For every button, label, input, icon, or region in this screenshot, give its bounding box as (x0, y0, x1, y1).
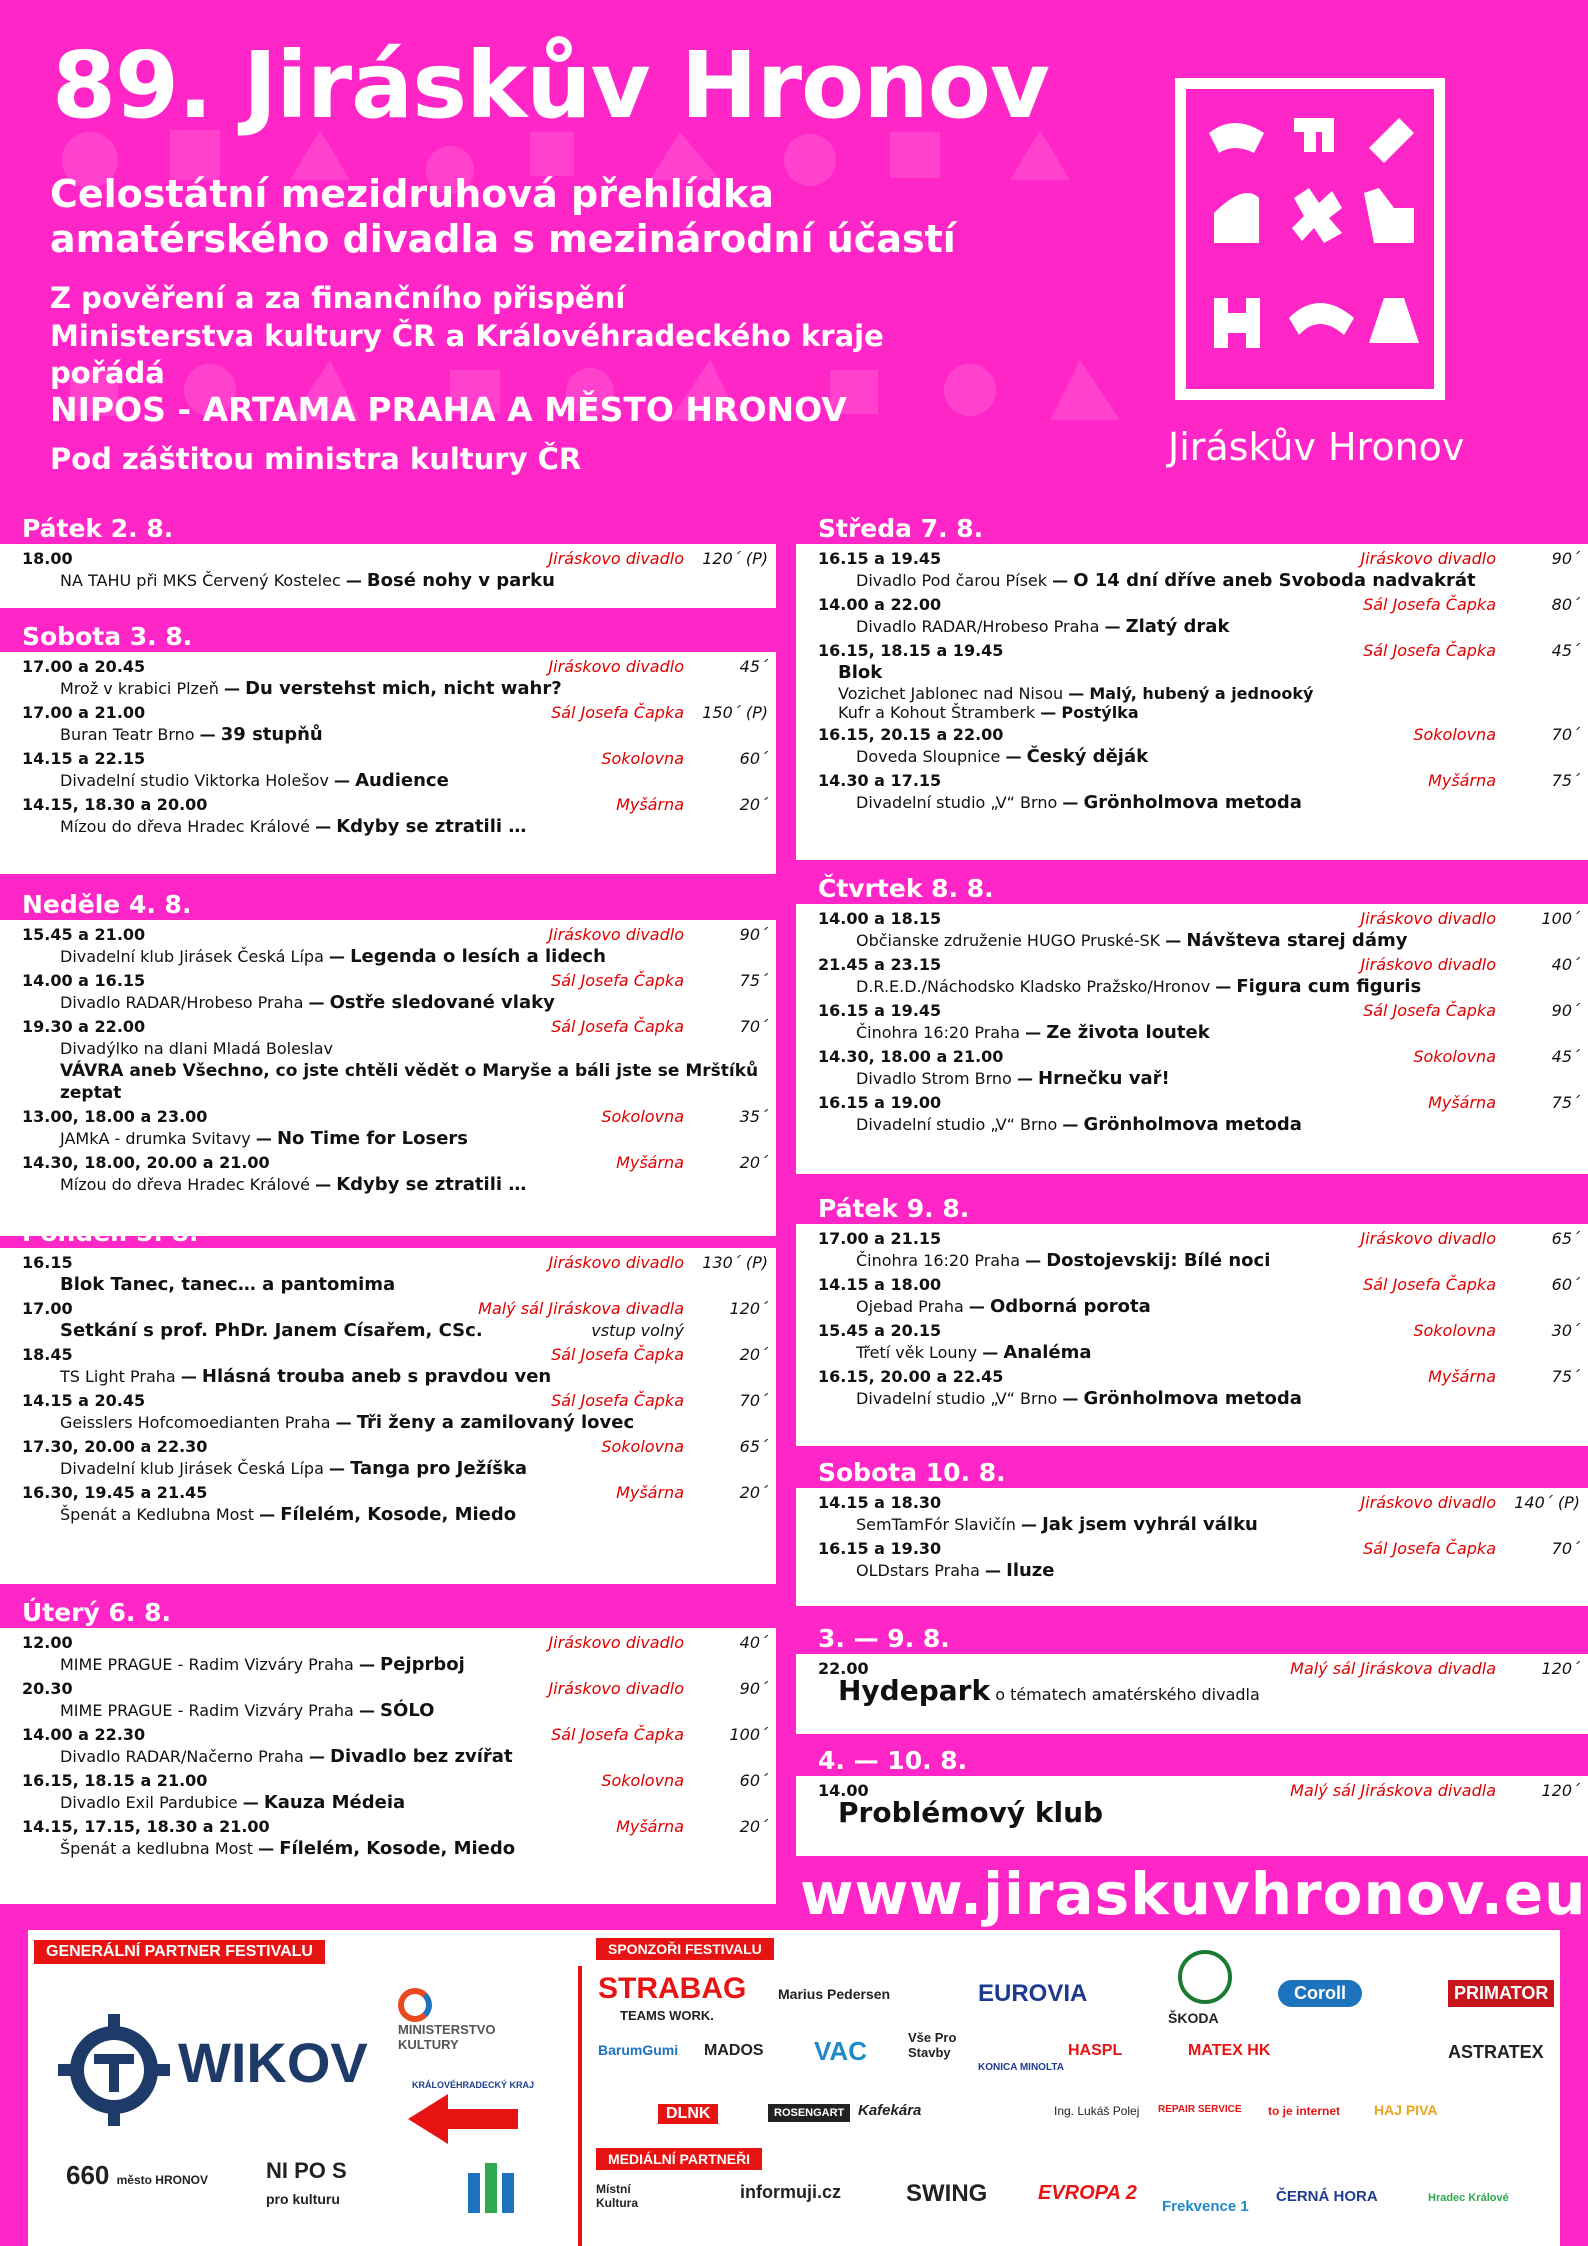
kafekara-logo: Kafekára (858, 2102, 922, 2119)
event: 16.15, 18.15 a 21.00 Sokolovna 60´ Divadlo Exil Pardubice — Kauza Médeia (22, 1771, 768, 1813)
barumgumi-logo: BarumGumi (598, 2042, 679, 2058)
evropa2-logo: EVROPA 2 (1038, 2182, 1137, 2204)
haspl-logo: HASPL (1068, 2042, 1123, 2059)
strabag-logo: STRABAG (598, 1972, 747, 2005)
day-sunday-4: Neděle 4. 8. 15.45 a 21.00 Jiráskovo divadlo 90´ Divadelní klub Jirásek Česká Lípa — Legenda o lesích a lidech 14.00 a 16.15 Sál Josefa Čapka 75´ Divadlo RADAR/Hrobeso Praha — Ostře sledované vlaky 19.30 a 22.00 Sál Josefa Čapka 70´ Divadýlko na dlani Mladá Boleslav VÁVRA aneb Všechno, co jste chtěli vědět o Maryše a báli jste se Mrštíků zeptat 13.00, 18.00 a 23.00 Sokolovna 35´ JAMkA - drumka Svitavy — No Time for Losers 14.30, 18.00, 20.00 a 21.00 Myšárna 20´ Mízou do dřeva Hradec Králové — Kdyby se ztratili … (0, 890, 776, 1236)
event: 18.45 Sál Josefa Čapka 20´ TS Light Praha — Hlásná trouba aneb s pravdou ven (22, 1345, 768, 1387)
event: 16.15 a 19.45 Jiráskovo divadlo 90´ Divadlo Pod čarou Písek — O 14 dní dříve aneb Svoboda nadvakrát (818, 549, 1580, 591)
event: 14.00 a 16.15 Sál Josefa Čapka 75´ Divadlo RADAR/Hrobeso Praha — Ostře sledované vlaky (22, 971, 768, 1013)
media-heading: MEDIÁLNÍ PARTNEŘI (596, 2148, 762, 2170)
repair-logo: REPAIR SERVICE (1158, 2104, 1242, 2115)
organizer: NIPOS - ARTAMA PRAHA A MĚSTO HRONOV (50, 390, 847, 429)
nipos-logo: NI PO S pro kulturu (266, 2158, 347, 2207)
kraj-arrow-icon (408, 2094, 518, 2144)
event: 19.30 a 22.00 Sál Josefa Čapka 70´ Divadýlko na dlani Mladá Boleslav VÁVRA aneb Všechno, co jste chtěli vědět o Maryše a báli jste se Mrštíků zeptat (22, 1017, 768, 1103)
event: 14.15, 18.30 a 20.00 Myšárna 20´ Mízou do dřeva Hradec Králové — Kdyby se ztratili … (22, 795, 768, 837)
event: 18.00 Jiráskovo divadlo 120´ (P) NA TAHU při MKS Červený Kostelec — Bosé nohy v parku (22, 549, 768, 591)
event: 14.30, 18.00, 20.00 a 21.00 Myšárna 20´ Mízou do dřeva Hradec Králové — Kdyby se ztratili … (22, 1153, 768, 1195)
event: 13.00, 18.00 a 23.00 Sokolovna 35´ JAMkA - drumka Svitavy — No Time for Losers (22, 1107, 768, 1149)
event: 14.15 a 18.30 Jiráskovo divadlo 140´ (P) SemTamFór Slavičín — Jak jsem vyhrál válku (818, 1493, 1580, 1535)
event: 16.15 a 19.45 Sál Josefa Čapka 90´ Činohra 16:20 Praha — Ze života loutek (818, 1001, 1580, 1043)
ministry-circle-icon (398, 1988, 432, 2022)
hero-header (0, 0, 1588, 500)
mados-logo: MADOS (704, 2042, 764, 2059)
event: 21.45 a 23.15 Jiráskovo divadlo 40´ D.R.E.D./Náchodsko Kladsko Pražsko/Hronov — Figura cum figuris (818, 955, 1580, 997)
cerna-hora-logo: ČERNÁ HORA (1276, 2188, 1378, 2205)
kraj-logo: KRÁLOVÉHRADECKÝ KRAJ (412, 2080, 535, 2090)
event: 20.30 Jiráskovo divadlo 90´ MIME PRAGUE - Radim Vizváry Praha — SÓLO (22, 1679, 768, 1721)
event: 14.00 a 18.15 Jiráskovo divadlo 100´ Občianske združenie HUGO Pruské-SK — Návšteva starej dámy (818, 909, 1580, 951)
festival-title: 89. Jiráskův Hronov (52, 32, 1049, 139)
haj-piva-logo: HAJ PIVA (1374, 2102, 1438, 2118)
event: 14.00 a 22.30 Sál Josefa Čapka 100´ Divadlo RADAR/Načerno Praha — Divadlo bez zvířat (22, 1725, 768, 1767)
hronov-660-logo: 660 město HRONOV (66, 2160, 208, 2190)
day-wednesday-7: Středa 7. 8. 16.15 a 19.45 Jiráskovo divadlo 90´ Divadlo Pod čarou Písek — O 14 dní dříve aneb Svoboda nadvakrát 14.00 a 22.00 Sál Josefa Čapka 80´ Divadlo RADAR/Hrobeso Praha — Zlatý drak 16.15, 18.15 a 19.45 Sál Josefa Čapka 45´ Blok Vozichet Jablonec nad Nisou — Malý, hubený a jednooký Kufr a Kohout Štramberk — Postýlka 16.15, 20.15 a 22.00 Sokolovna 70´ Doveda Sloupnice — Český děják 14.30 a 17.15 Myšárna 75´ Divadelní studio „V“ Brno — Grönholmova metoda (796, 514, 1588, 860)
day-thursday-8: Čtvrtek 8. 8. 14.00 a 18.15 Jiráskovo divadlo 100´ Občianske združenie HUGO Pruské-SK — Návšteva starej dámy 21.45 a 23.15 Jiráskovo divadlo 40´ D.R.E.D./Náchodsko Kladsko Pražsko/Hronov — Figura cum figuris 16.15 a 19.45 Sál Josefa Čapka 90´ Činohra 16:20 Praha — Ze života loutek 14.30, 18.00 a 21.00 Sokolovna 45´ Divadlo Strom Brno — Hrnečku vař! 16.15 a 19.00 Myšárna 75´ Divadelní studio „V“ Brno — Grönholmova metoda (796, 874, 1588, 1174)
library-icon (463, 2158, 523, 2218)
ministry-logo: MINISTERSTVO KULTURY (398, 1988, 508, 2052)
eurovia-logo: EUROVIA (978, 1980, 1088, 2007)
event: 22.00 Malý sál Jiráskova divadla 120´ Hydepark o tématech amatérského divadla (818, 1659, 1580, 1707)
festival-subtitle: Celostátní mezidruhová přehlídka amatérského divadla s mezinárodní účastí (50, 172, 956, 261)
primator-logo: PRIMATOR (1448, 1980, 1554, 2007)
event: 16.15 a 19.30 Sál Josefa Čapka 70´ OLDstars Praha — Iluze (818, 1539, 1580, 1581)
event: 17.30, 20.00 a 22.30 Sokolovna 65´ Divadelní klub Jirásek Česká Lípa — Tanga pro Ježíška (22, 1437, 768, 1479)
konica-minolta-logo: KONICA MINOLTA (978, 2062, 1064, 2073)
event: 14.30, 18.00 a 21.00 Sokolovna 45´ Divadlo Strom Brno — Hrnečku vař! (818, 1047, 1580, 1089)
partners-footer (28, 1930, 1560, 2246)
day-range-3-9: 3. — 9. 8. 22.00 Malý sál Jiráskova divadla 120´ Hydepark o tématech amatérského divadla (796, 1624, 1588, 1734)
coroll-logo: Coroll (1278, 1980, 1362, 2007)
vse-pro-stavby-logo: Vše Pro Stavby (908, 2030, 957, 2060)
marius-pedersen-logo: Marius Pedersen (778, 1986, 891, 2002)
polej-logo: Ing. Lukáš Polej (1054, 2104, 1140, 2118)
event: 14.15 a 20.45 Sál Josefa Čapka 70´ Geisslers Hofcomoedianten Praha — Tři ženy a zamilovaný lovec (22, 1391, 768, 1433)
event: 16.15, 20.00 a 22.45 Myšárna 75´ Divadelní studio „V“ Brno — Grönholmova metoda (818, 1367, 1580, 1409)
event: 14.15 a 18.00 Sál Josefa Čapka 60´ Ojebad Praha — Odborná porota (818, 1275, 1580, 1317)
event: 12.00 Jiráskovo divadlo 40´ MIME PRAGUE - Radim Vizváry Praha — Pejprboj (22, 1633, 768, 1675)
day-range-4-10: 4. — 10. 8. 14.00 Malý sál Jiráskova divadla 120´ Problémový klub (796, 1746, 1588, 1856)
day-saturday-10: Sobota 10. 8. 14.15 a 18.30 Jiráskovo divadlo 140´ (P) SemTamFór Slavičín — Jak jsem vyhrál válku 16.15 a 19.30 Sál Josefa Čapka 70´ OLDstars Praha — Iluze (796, 1458, 1588, 1606)
frekvence1-logo: Frekvence 1 (1162, 2198, 1249, 2215)
informuji-logo: informuji.cz (740, 2182, 842, 2202)
festival-logo-name: Jiráskův Hronov (1168, 425, 1465, 469)
mistni-kultura-logo: Místní Kultura (596, 2182, 638, 2210)
event: 16.15, 18.15 a 19.45 Sál Josefa Čapka 45´ Blok Vozichet Jablonec nad Nisou — Malý, hubený a jednooký Kufr a Kohout Štramberk — Postýlka (818, 641, 1580, 722)
patron-text: Z pověření a za finančního přispění Ministerstva kultury ČR a Královéhradeckého kraje pořádá (50, 281, 884, 391)
event: 14.00 a 22.00 Sál Josefa Čapka 80´ Divadlo RADAR/Hrobeso Praha — Zlatý drak (818, 595, 1580, 637)
wikov-gear-icon (54, 2010, 174, 2130)
festival-logo (1175, 78, 1445, 400)
event: 14.00 Malý sál Jiráskova divadla 120´ Problémový klub (818, 1781, 1580, 1829)
event: 17.00 a 20.45 Jiráskovo divadlo 45´ Mrož v krabici Plzeň — Du verstehst mich, nicht wahr? (22, 657, 768, 699)
event: 16.15, 20.15 a 22.00 Sokolovna 70´ Doveda Sloupnice — Český děják (818, 725, 1580, 767)
event: 16.15 Jiráskovo divadlo 130´ (P) Blok Tanec, tanec… a pantomima (22, 1253, 768, 1295)
skoda-logo: ŠKODA (1168, 2010, 1219, 2026)
auspices: Pod záštitou ministra kultury ČR (50, 442, 582, 476)
event: 17.00 a 21.00 Sál Josefa Čapka 150´ (P) Buran Teatr Brno — 39 stupňů (22, 703, 768, 745)
event: 17.00 Malý sál Jiráskova divadla 120´ Setkání s prof. PhDr. Janem Císařem, CSc. vstup volný (22, 1299, 768, 1341)
hradec-kralove-logo: Hradec Králové (1428, 2192, 1509, 2204)
divider (578, 1966, 582, 2246)
matex-logo: MATEX HK (1188, 2042, 1271, 2059)
vac-logo: VAC (814, 2036, 867, 2066)
event: 16.15 a 19.00 Myšárna 75´ Divadelní studio „V“ Brno — Grönholmova metoda (818, 1093, 1580, 1135)
event: 15.45 a 21.00 Jiráskovo divadlo 90´ Divadelní klub Jirásek Česká Lípa — Legenda o lesích a lidech (22, 925, 768, 967)
general-partner-heading: GENERÁLNÍ PARTNER FESTIVALU (34, 1940, 325, 1964)
event: 14.15, 17.15, 18.30 a 21.00 Myšárna 20´ Špenát a kedlubna Most — Fílelém, Kosode, Miedo (22, 1817, 768, 1859)
day-friday-2 (0, 514, 776, 608)
swing-logo: SWING (906, 2180, 988, 2207)
event: 14.30 a 17.15 Myšárna 75´ Divadelní studio „V“ Brno — Grönholmova metoda (818, 771, 1580, 813)
astratex-logo: ASTRATEX (1448, 2042, 1544, 2062)
strabag-slogan: TEAMS WORK. (620, 2008, 714, 2023)
skoda-circle-icon (1178, 1950, 1232, 2004)
event: 16.30, 19.45 a 21.45 Myšárna 20´ Špenát a Kedlubna Most — Fílelém, Kosode, Miedo (22, 1483, 768, 1525)
rosengart-logo: ROSENGART (768, 2104, 850, 2122)
website-link[interactable]: www.jiraskuvhronov.eu (800, 1860, 1587, 1928)
event: 15.45 a 20.15 Sokolovna 30´ Třetí věk Louny — Analéma (818, 1321, 1580, 1363)
day-monday-5: Pondělí 5. 8. 16.15 Jiráskovo divadlo 130´ (P) Blok Tanec, tanec… a pantomima 17.00 Malý sál Jiráskova divadla 120´ Setkání s prof. PhDr. Janem Císařem, CSc. vstup volný 18.45 Sál Josefa Čapka 20´ TS Light Praha — Hlásná trouba aneb s pravdou ven 14.15 a 20.45 Sál Josefa Čapka 70´ Geisslers Hofcomoedianten Praha — Tři ženy a zamilovaný lovec 17.30, 20.00 a 22.30 Sokolovna 65´ Divadelní klub Jirásek Česká Lípa — Tanga pro Ježíška 16.30, 19.45 a 21.45 Myšárna 20´ Špenát a Kedlubna Most — Fílelém, Kosode, Miedo (0, 1218, 776, 1584)
wikov-logo: WIKOV (178, 2031, 368, 2094)
internet-logo: to je internet (1268, 2104, 1341, 2118)
sponsors-heading: SPONZOŘI FESTIVALU (596, 1938, 774, 1960)
festival-logo-shapes-icon (1204, 113, 1419, 363)
day-saturday-3: Sobota 3. 8. 17.00 a 20.45 Jiráskovo divadlo 45´ Mrož v krabici Plzeň — Du verstehst mich, nicht wahr? 17.00 a 21.00 Sál Josefa Čapka 150´ (P) Buran Teatr Brno — 39 stupňů 14.15 a 22.15 Sokolovna 60´ Divadelní studio Viktorka Holešov — Audience 14.15, 18.30 a 20.00 Myšárna 20´ Mízou do dřeva Hradec Králové — Kdyby se ztratili … (0, 622, 776, 874)
day-tuesday-6: Úterý 6. 8. 12.00 Jiráskovo divadlo 40´ MIME PRAGUE - Radim Vizváry Praha — Pejprboj 20.30 Jiráskovo divadlo 90´ MIME PRAGUE - Radim Vizváry Praha — SÓLO 14.00 a 22.30 Sál Josefa Čapka 100´ Divadlo RADAR/Načerno Praha — Divadlo bez zvířat 16.15, 18.15 a 21.00 Sokolovna 60´ Divadlo Exil Pardubice — Kauza Médeia 14.15, 17.15, 18.30 a 21.00 Myšárna 20´ Špenát a kedlubna Most — Fílelém, Kosode, Miedo (0, 1598, 776, 1904)
day-friday-9: Pátek 9. 8. 17.00 a 21.15 Jiráskovo divadlo 65´ Činohra 16:20 Praha — Dostojevskij: Bílé noci 14.15 a 18.00 Sál Josefa Čapka 60´ Ojebad Praha — Odborná porota 15.45 a 20.15 Sokolovna 30´ Třetí věk Louny — Analéma 16.15, 20.00 a 22.45 Myšárna 75´ Divadelní studio „V“ Brno — Grönholmova metoda (796, 1194, 1588, 1446)
day-heading: Pátek 2. 8. (22, 514, 174, 543)
dlnk-logo: DLNK (658, 2104, 718, 2124)
event: 17.00 a 21.15 Jiráskovo divadlo 65´ Činohra 16:20 Praha — Dostojevskij: Bílé noci (818, 1229, 1580, 1271)
event: 14.15 a 22.15 Sokolovna 60´ Divadelní studio Viktorka Holešov — Audience (22, 749, 768, 791)
